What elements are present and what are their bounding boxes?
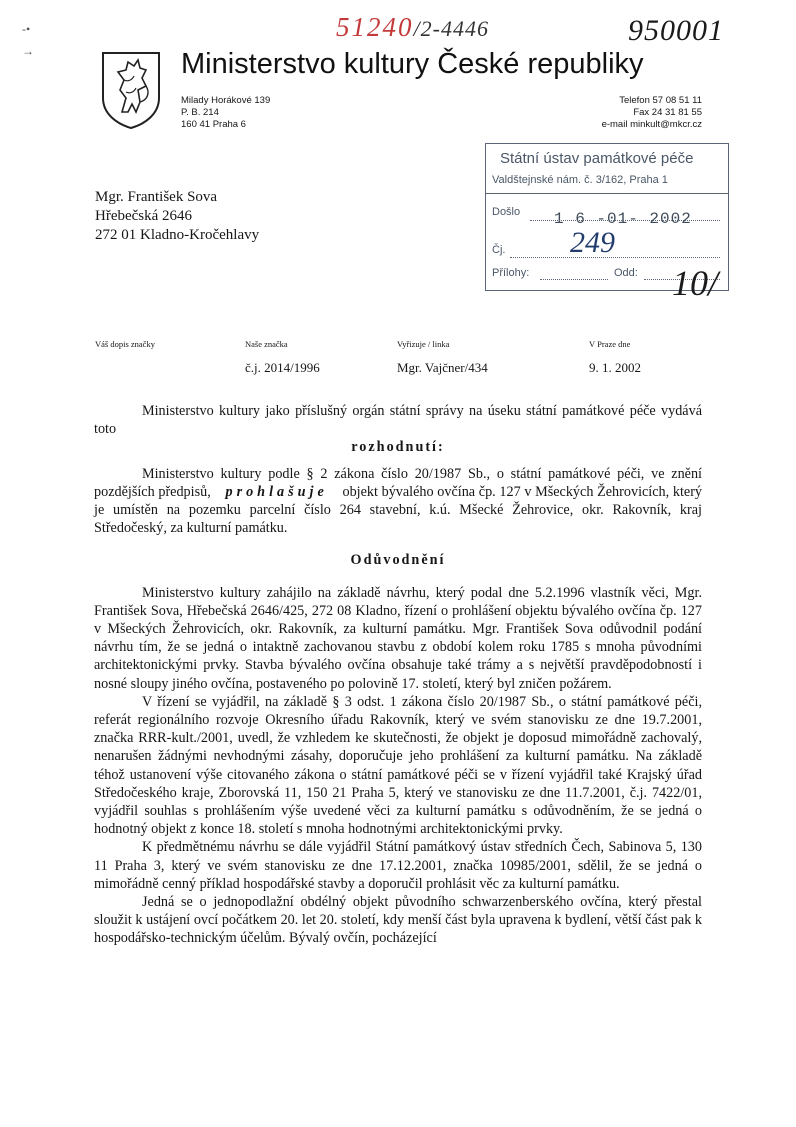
stamp-received-date: 1 6 -01- 2002 bbox=[554, 210, 692, 228]
email-line: e-mail minkult@mkcr.cz bbox=[601, 119, 702, 130]
recipient-address bbox=[95, 188, 259, 245]
phone-line: Telefon 57 08 51 11 bbox=[619, 95, 702, 106]
address-line: Milady Horákové 139 bbox=[181, 95, 271, 106]
decision-paragraph bbox=[94, 465, 702, 538]
body-paragraph: Ministerstvo kultury zahájilo na základě návrhu, který podal dne 5.2.1996 vlastník věci, Mgr. František Sova, Hřebečská 2646/425, 272 08 Kladno, řízení o prohlášení objektu bývalého ovčína čp. 127 v Mšeckých Žehrovicích, okr. Rakovník, za kulturní památku. Mgr. František Sova odůvodnil podání návrhu tím, že se jedná o intaktně zachovanou stavbu z období kolem roku 1785 s mnoha původními architektonickými prvky. Stavba bývalého ovčína obsahuje také trámy a s největší pravděpodobností i nosné sloupy jiného ovčína, postaveného po polovině 17. století, který byl zničen požárem. bbox=[94, 584, 702, 692]
decision-verb: prohlašuje bbox=[225, 483, 328, 500]
recipient-name: Mgr. František Sova bbox=[95, 189, 218, 205]
our-ref-label: Naše značka bbox=[245, 339, 288, 349]
ministry-title: Ministerstvo kultury České republiky bbox=[181, 48, 644, 80]
body-paragraph: K předmětnému návrhu se dále vyjádřil Státní památkový ústav středních Čech, Sabinova 5, 130 11 Praha 3, který ve svém stanovisku ze dne 17.12.2001, značka 10985/2001, sdělil, že se jedná o mimořádně cenný příklad hospodářské stavby a doporučil prohlásit věc za kulturní památku. bbox=[94, 839, 702, 892]
stamp-received-label: Došlo bbox=[492, 206, 521, 218]
your-ref-label: Váš dopis značky bbox=[95, 339, 155, 349]
coat-of-arms-icon bbox=[100, 50, 162, 130]
stamp-department-label: Odd: bbox=[614, 267, 638, 279]
handwritten-page-count: 10/ bbox=[672, 263, 719, 303]
stamp-title: Státní ústav památkové péče bbox=[500, 150, 694, 167]
stamp-attachments-label: Přílohy: bbox=[492, 267, 530, 279]
handwritten-reference: 51240/2-4446 bbox=[336, 12, 489, 42]
decision-text: objekt bývalého ovčína čp. 127 v Mšeckých Žehrovicích, který je umístěn na pozemku parcelní číslo 264 stavební, k.ú. Mšecké Žehrovice, okr. Rakovník, kraj Středočeský, za kulturní památku. bbox=[94, 483, 703, 537]
stamp-dotted-line bbox=[530, 220, 720, 221]
margin-mark: → bbox=[22, 44, 34, 58]
ministry-contact bbox=[602, 95, 702, 131]
handwritten-id: 950001 bbox=[628, 14, 724, 47]
stamp-dotted-line bbox=[540, 279, 608, 280]
date-place-label: V Praze dne bbox=[589, 339, 631, 349]
letter-body bbox=[94, 402, 702, 948]
margin-mark: -• bbox=[22, 22, 31, 36]
recipient-street: Hřebečská 2646 bbox=[95, 208, 193, 224]
body-paragraph: V řízení se vyjádřil, na základě § 3 odst. 1 zákona číslo 20/1987 Sb., o státní památkové péči, referát regionálního rozvoje Okresního úřadu Rakovník, který ve svém stanovisku ze dne 19.7.2001, značka RRR-kult./2001, uvedl, že vzhledem ke skutečnosti, že objekt je doposud mimořádně zachovalý, nenarušen žádnými nevhodnými zásahy, doporučuje jeho prohlášení za kulturní památku. Na základě téhož ustanovení výše citovaného zákona o státní památkové péči se v řízení vyjádřil také Krajský úřad Středočeského kraje, Zborovská 11, 150 21 Praha 5, který ve stanovisku ze dne 11.7.2001, č.j. 7422/01, vyjádřil souhlas s prohlášením výše uvedené věci za kulturní památku s odůvodněním, že se jedná o hodnotný objekt z konce 18. století s mnoha hodnotnými architektonickými prvky. bbox=[94, 693, 702, 838]
address-line: 160 41 Praha 6 bbox=[181, 119, 246, 130]
stamp-address: Valdštejnské nám. č. 3/162, Praha 1 bbox=[492, 174, 668, 186]
stamp-divider bbox=[486, 193, 728, 194]
decision-heading: rozhodnutí: bbox=[351, 439, 445, 456]
stamp-dotted-line bbox=[510, 257, 720, 258]
date-value: 9. 1. 2002 bbox=[589, 360, 641, 375]
intro-paragraph: Ministerstvo kultury jako příslušný orgán státní správy na úseku státní památkové péče vydává toto bbox=[94, 403, 702, 438]
recipient-city: 272 01 Kladno-Kročehlavy bbox=[95, 227, 260, 243]
fax-line: Fax 24 31 81 55 bbox=[633, 107, 702, 118]
our-ref-value: č.j. 2014/1996 bbox=[245, 360, 320, 375]
decision-text: Ministerstvo kultury podle § 2 zákona číslo 20/1987 Sb., o státní památkové péči, ve znění pozdějších předpisů, bbox=[94, 465, 702, 500]
reasoning-heading: Odůvodnění bbox=[350, 552, 446, 569]
ministry-address bbox=[181, 95, 270, 131]
handled-by-value: Mgr. Vajčner/434 bbox=[397, 360, 488, 375]
handled-by-label: Vyřizuje / linka bbox=[397, 339, 450, 349]
stamp-cj-label: Čj. bbox=[492, 244, 506, 256]
address-line: P. B. 214 bbox=[181, 107, 219, 118]
body-paragraph: Jedná se o jednopodlažní obdélný objekt původního schwarzenberského ovčína, který přestal sloužit k ustájení ovcí počátkem 20. let 20. století, kdy menší část byla upravena k bydlení, větší část pak k hospodářsko-technickým účelům. Bývalý ovčín, pocházející bbox=[94, 894, 702, 947]
stamp-cj-value: 249 bbox=[570, 226, 615, 259]
